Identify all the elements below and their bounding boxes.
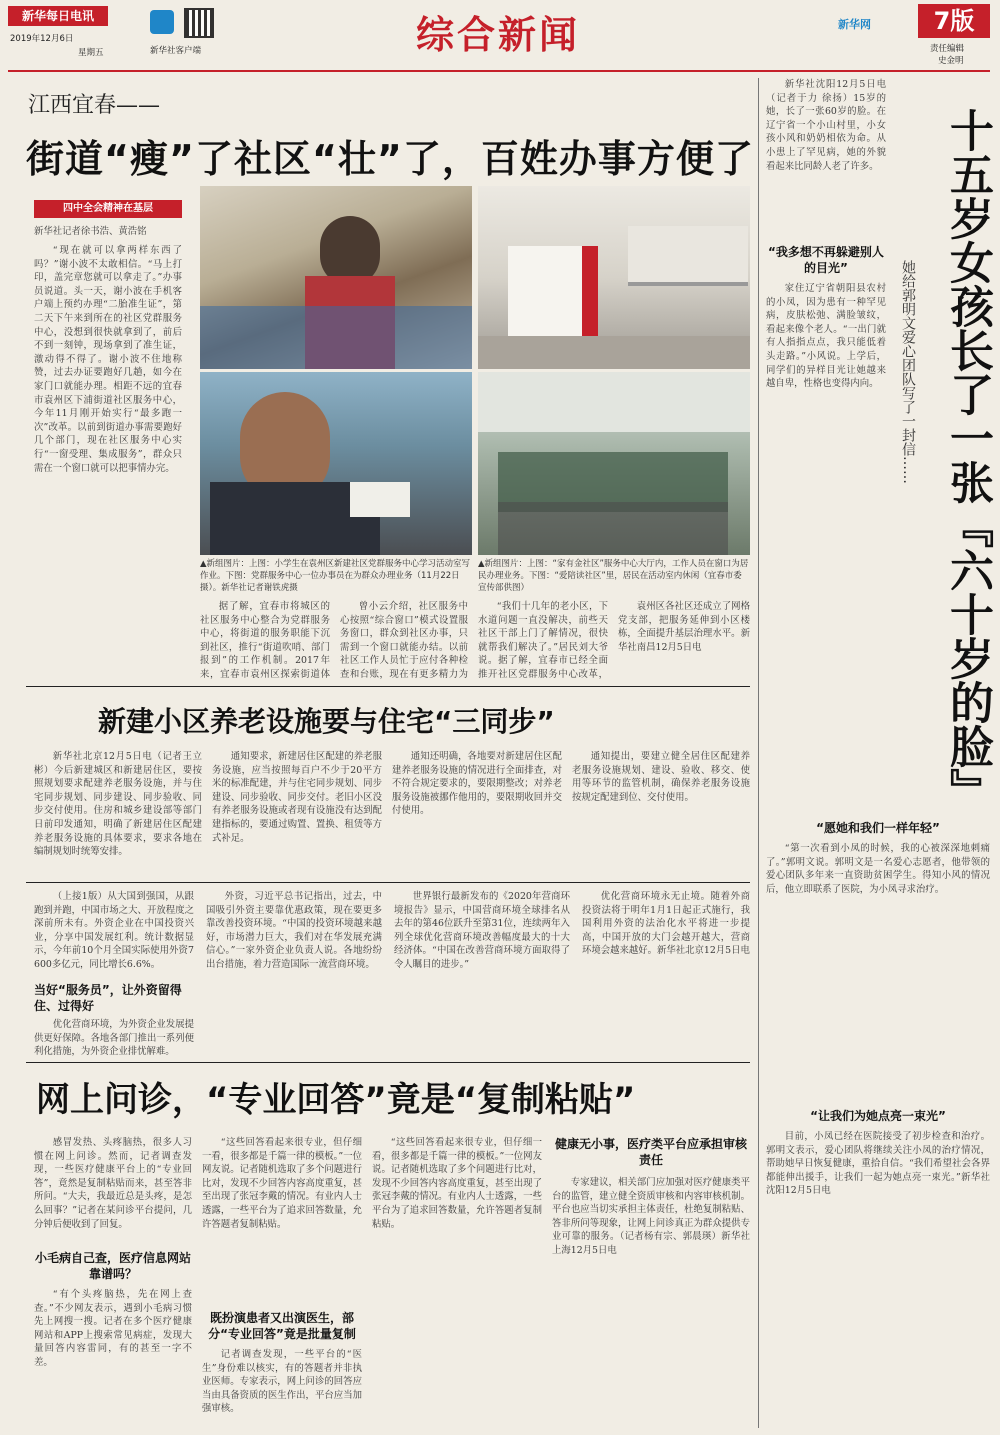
side-vertical-title: 十五岁女孩长了一张『六十岁的脸』 [942,108,993,812]
pension-col4-text: 通知提出，要建立健全居住区配建养老服务设施规划、建设、验收、移交、使用等环节的监管机制，确保养老服务设施按规定配建到位、交付使用。 [572,751,750,803]
middle-col4-text: 优化营商环境永无止境。随着外商投资法将于明年1月1日起正式施行，我国利用外资的法治化水平将进一步提高，中国开放的大门会越开越大，营商环境会越来越好。新华社北京12月5日电 [582,891,750,957]
top-byline: 新华社记者徐书浩、黄浩铭 [34,226,147,237]
top-body-col3 [340,600,468,680]
photo-caption-right: ▲新组图片：上图：“家有金社区”服务中心大厅内，工作人员在窗口为居民办理业务。下图：“爱陪读社区”里，居民在活动室内休闲（宜春市委宣传部供图） [478,559,749,593]
online-col2b-text: 记者调查发现，一些平台的“医生”身份难以核实，有的答题者并非执业医师。专家表示，网上问诊的回答应当由具备资质的医生作出，平台应当加强审核。 [202,1349,362,1415]
pension-col1 [34,750,202,870]
middle-col3 [394,890,570,1058]
photo-caption-left: ▲新组图片：上图：小学生在袁州区新建社区党群服务中心学习活动室写作业。下图：党群服务中心一位办事员在为群众办理业务（11月22日摄）。新华社记者谢铁虎摄 [200,559,471,593]
top-col3-text: 曾小云介绍，社区服务中心按照“综合窗口”模式设置服务窗口，群众到社区办事，只需到一个窗口就能办结。以前社区工作人员忙于应付各种检查和台账，现在有更多精力为 [340,601,468,680]
pension-col3-text: 通知还明确，各地要对新建居住区配建养老服务设施的情况进行全面排查，对不符合规定要求的，要限期整改；对养老服务设施被挪作他用的，要限期收回并交付使用。 [392,751,562,817]
pension-top-rule [26,686,750,687]
side-vertical-subtitle: 她给郭明文爱心团队写了一封信…… [900,260,916,484]
side-para-2-text: “第一次看到小凤的时候，我的心被深深地刺痛了。”郭明文说。郭明文是一名爱心志愿者，他带领的爱心团队多年来一直资助贫困学生。得知小风的情况后，他立即联系了医院，为小凤寻求治疗。 [766,843,990,895]
middle-col3-text: 世界银行最新发布的《2020年营商环境报告》显示，中国营商环境全球排名从去年的第46位跃升至第31位，连续两年入列全球优化营商环境改善幅度最大的十大经济体。“中国在改善营商环境方面取得了令人瞩目的进步。” [394,891,570,970]
online-col4 [552,1176,750,1428]
pension-col1-text: 新华社北京12月5日电（记者王立彬）今后新建城区和新建居住区，要按照规划要求配建养老服务设施，并与住宅同步规划、同步建设、同步验收、同步交付使用。住房和城乡建设部等部门日前印发通知，明确了新建居住区配建养老服务设施的具体要求，要求各地在编制规划时统筹安排。 [34,751,202,858]
top-col2-text: 据了解，宜春市将城区的社区服务中心整合为党群服务中心，将街道的服务职能下沉到社区，推行“街道吹哨、部门报到”的工作机制。2017年来，宜春市袁州区探索街道体 [200,601,330,680]
issue-date: 2019年12月6日 [10,34,74,44]
online-col2-text: “这些回答看起来很专业，但仔细一看，很多都是千篇一律的模板。”一位网友说。记者随机选取了多个问题进行比对，发现不少回答内容高度重复，甚至出现了张冠李戴的情况。有业内人士透露，一些平台为了追求回答数量，允许答题者复制粘贴。 [202,1137,362,1230]
side-para-1-text: 家住辽宁省朝阳县农村的小凤，因为患有一种罕见病，皮肤松弛、满脸皱纹，看起来像个老人。“一出门就有人指指点点，我只能低着头走路。”小风说。上学后，同学们的异样目光让她越来越自卑，性格也变得内向。 [766,283,886,390]
side-intro-text: 新华社沈阳12月5日电（记者于力 徐扬）15岁的她，长了一张60岁的脸。在辽宁省一个小山村里，小女孩小风和奶奶相依为命。从小患上了罕见病，她的外貌看起来比同龄人老了许多。 [766,79,886,172]
editor-label: 责任编辑 [930,44,965,54]
side-para-1 [766,282,886,798]
online-col2 [202,1136,362,1306]
online-col4-text: 专家建议，相关部门应加强对医疗健康类平台的监管，建立健全资质审核和内容审核机制。平台也应当切实承担主体责任，杜绝复制粘贴、答非所问等现象，让网上问诊真正为群众提供专业可靠的服务。（记者杨有宗、郭晨瑛）新华社上海12月5日电 [552,1177,750,1256]
pension-headline: 新建小区养老设施要与住宅“三同步” [98,705,555,738]
weekday: 星期五 [78,48,104,58]
section-title: 综合新闻 [416,13,581,57]
pension-col3 [392,750,562,870]
online-subhead-2: 既扮演患者又出演医生，部分“专业回答”竟是批量复制 [208,1311,356,1341]
middle-col1-text: （上接1版）从大国到强国，从跟跑到并跑，中国市场之大、开放程度之深前所未有。外资企业在中国投资兴业，分享中国发展红利。统计数据显示，今年前10个月全国实际使用外资7600多亿元，同比增长6.6%。 [34,891,194,970]
photo-children-study [200,186,472,369]
app-label: 新华社客户端 [150,46,202,56]
top-col5-text: 袁州区各社区还成立了网格党支部，把服务延伸到小区楼栋，全面提升基层治理水平。新华社南昌12月5日电 [618,601,750,653]
top-body-col4 [478,600,608,680]
side-para-2 [766,842,990,1098]
online-col2b [202,1348,362,1428]
online-col1-text: 感冒发热、头疼脑热，很多人习惯在网上问诊。然而，记者调查发现，一些医疗健康平台上的“专业回答”，竟然是复制粘贴而来，甚至答非所问。“大夫，我最近总是头疼，是怎么回事？”记者在某问诊平台提问，几分钟后便收到了回复。 [34,1137,192,1230]
online-col1b [34,1288,192,1428]
online-col1 [34,1136,192,1248]
top-col1-text: “现在就可以拿两样东西了吗？”谢小波不太敢相信。“马上打印，盖完章您就可以拿走了。”办事员说道。头一天，谢小波在手机客户端上预约办理“二胎准生证”，第二天下午来到所在的社区党群服务中心，没想到很快就拿到了，前后不到一刻钟，现场拿到了准生证，激动得不得了。谢小波不住地称赞，过去办证要跑好几趟，如今在家门口就能办理。相距不远的宜春市袁州区下浦街道社区服务中心，今年11月刚开始实行“最多跑一次”改革。以前到街道办事需要跑好几个部门，现在社区服务中心实行“一窗受理、集成服务”，群众只需在一个窗口就可以把事情办完。 [34,245,182,474]
middle-col2-text: 外资，习近平总书记指出，过去，中国吸引外资主要靠优惠政策，现在要更多靠改善投资环境。“中国的投资环境越来越好，市场潜力巨大，我们对在华发展充满信心。”一家外资企业负责人说。各地纷纷出台措施，着力营造国际一流营商环境。 [206,891,382,970]
online-subhead-3: 健康无小事，医疗类平台应承担审核责任 [554,1137,747,1167]
masthead-rule [8,70,990,72]
top-body-col1 [34,244,182,674]
online-col3-text: “这些回答看起来很专业，但仔细一看，很多都是千篇一律的模板。”一位网友说。记者随机选取了多个问题进行比对，发现不少回答内容高度重复，甚至出现了张冠李戴的情况。有业内人士透露，一些平台为了追求回答数量，允许答题者复制粘贴。 [372,1137,542,1230]
middle-col4 [582,890,750,1058]
pension-col2 [212,750,382,870]
top-body-col5 [618,600,750,680]
top-body-col2 [200,600,330,680]
online-top-rule [26,1062,750,1063]
online-col1b-text: “有个头疼脑热，先在网上查查。”不少网友表示，遇到小毛病习惯先上网搜一搜。记者在多个医疗健康网站和APP上搜索常见病症，发现大量回答内容雷同，有的甚至一字不差。 [34,1289,192,1368]
middle-subhead: 当好“服务员”，让外资留得住、过得好 [34,983,182,1013]
side-intro [766,78,886,238]
online-col3 [372,1136,542,1428]
pension-col2-text: 通知要求，新建居住区配建的养老服务设施，应当按照每百户不少于20平方米的标准配建，并与住宅同步规划、同步建设、同步验收、同步交付。老旧小区没有养老服务设施或者现有设施没有达到配建指标的，要通过购置、置换、租赁等方式补足。 [212,751,382,844]
sidebar-divider [758,78,759,1428]
editor-name: 史金明 [938,56,964,66]
middle-col2 [206,890,382,1058]
paper-logo: 新华每日电讯 [8,6,108,26]
masthead [0,0,1000,70]
page-number: 7版 [918,4,990,38]
side-para-3 [766,1130,990,1428]
top-col4-text: “我们十几年的老小区，下水道问题一直没解决，前些天社区干部上门了解情况，很快就帮我们解决了。”居民刘大爷说。据了解，宜春市已经全面推开社区党群服务中心改革， [478,601,608,680]
side-subhead-1: “我多想不再躲避别人的目光” [768,245,884,275]
side-para-3-text: 目前，小凤已经在医院接受了初步检查和治疗。郭明文表示，爱心团队将继续关注小凤的治疗情况，帮助她早日恢复健康，重拾自信。“我们希望社会各界都能伸出援手，让我们一起为她点亮一束光。”新华社沈阳12月5日电 [766,1131,990,1197]
middle-col1b [34,1018,194,1058]
online-subhead-1: 小毛病自己查，医疗信息网站靠谱吗？ [34,1251,191,1281]
side-subhead-3: “让我们为她点亮一束光” [810,1109,946,1123]
xinhuanet-logo: 新华网 [838,18,871,31]
side-subhead-2: “愿她和我们一样年轻” [816,821,940,835]
middle-top-rule [26,882,750,883]
middle-col1b-text: 优化营商环境，为外资企业发展提供更好保障。各地各部门推出一系列便利化措施，为外资企业排忧解难。 [34,1019,194,1058]
topic-tag: 四中全会精神在基层 [34,200,182,218]
app-icon[interactable] [150,10,174,34]
photo-activity-room [478,372,750,555]
online-headline: 网上问诊，“专业回答”竟是“复制粘贴” [36,1080,636,1120]
qr-code-icon[interactable] [184,8,214,38]
photo-service-hall [478,186,750,369]
pension-col4 [572,750,750,870]
top-headline: 街道“瘦”了社区“壮”了，百姓办事方便了 [26,137,754,181]
middle-col1 [34,890,194,980]
top-kicker: 江西宜春—— [28,93,161,118]
photo-staff-phone [200,372,472,555]
